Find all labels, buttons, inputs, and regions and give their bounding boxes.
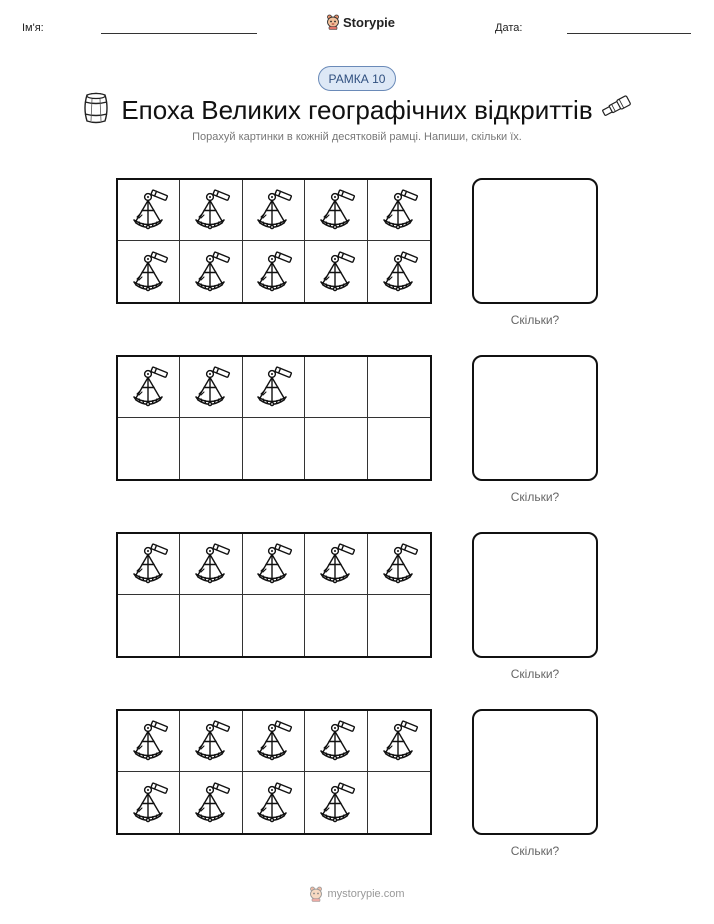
- brand-name: Storypie: [343, 14, 396, 30]
- ten-frame-cell-filled: [180, 241, 242, 302]
- ten-frame-cell-filled: [118, 534, 180, 595]
- sextant-icon: [251, 719, 295, 763]
- sextant-icon: [127, 719, 171, 763]
- sextant-icon: [127, 250, 171, 294]
- sextant-icon: [377, 542, 421, 586]
- ten-frame-cell-filled: [118, 241, 180, 302]
- ten-frame-cell-empty: [180, 595, 242, 656]
- sextant-icon: [189, 781, 233, 825]
- storypie-mascot-icon: [309, 886, 323, 902]
- sextant-icon: [127, 365, 171, 409]
- ten-frame-cell-empty: [305, 595, 367, 656]
- sextant-icon: [127, 188, 171, 232]
- ten-frame-cell-filled: [118, 180, 180, 241]
- ten-frame-cell-empty: [368, 772, 430, 833]
- ten-frame-cell-empty: [118, 595, 180, 656]
- ten-frame-cell-filled: [368, 241, 430, 302]
- sextant-icon: [314, 542, 358, 586]
- ten-frame-cell-filled: [305, 711, 367, 772]
- ten-frame: [116, 178, 432, 304]
- how-many-label: Скільки?: [510, 667, 560, 681]
- sextant-icon: [377, 719, 421, 763]
- footer: [0, 886, 714, 902]
- ten-frame-cell-filled: [368, 180, 430, 241]
- ten-frame-cell-empty: [243, 418, 305, 479]
- ten-frame-cell-filled: [118, 711, 180, 772]
- answer-box[interactable]: [472, 532, 598, 658]
- ten-frame-cell-filled: [305, 180, 367, 241]
- ten-frame-cell-filled: [243, 180, 305, 241]
- how-many-label: Скільки?: [510, 490, 560, 504]
- ten-frame-cell-filled: [118, 357, 180, 418]
- sextant-icon: [127, 542, 171, 586]
- how-many-label: Скільки?: [510, 844, 560, 858]
- ten-frame-cell-empty: [368, 418, 430, 479]
- spyglass-icon: [600, 93, 634, 119]
- ten-frame-cell-filled: [243, 534, 305, 595]
- ten-frame-cell-filled: [305, 772, 367, 833]
- ten-frame-cell-filled: [243, 357, 305, 418]
- sextant-icon: [314, 250, 358, 294]
- name-label: Ім'я:: [22, 22, 44, 34]
- ten-frame-cell-filled: [368, 711, 430, 772]
- ten-frame-cell-filled: [305, 241, 367, 302]
- sextant-icon: [377, 188, 421, 232]
- ten-frame-cell-filled: [368, 534, 430, 595]
- name-line[interactable]: [101, 33, 257, 34]
- storypie-mascot-icon: [326, 14, 340, 30]
- date-line[interactable]: [567, 33, 691, 34]
- ten-frame-cell-filled: [305, 534, 367, 595]
- ten-frame-cell-filled: [180, 534, 242, 595]
- frame-type-badge: РАМКА 10: [318, 66, 396, 91]
- how-many-label: Скільки?: [510, 313, 560, 327]
- ten-frame-cell-filled: [180, 357, 242, 418]
- ten-frame-cell-filled: [243, 772, 305, 833]
- ten-frame-cell-filled: [180, 772, 242, 833]
- sextant-icon: [251, 188, 295, 232]
- ten-frame-cell-filled: [118, 772, 180, 833]
- sextant-icon: [377, 250, 421, 294]
- ten-frame-cell-empty: [368, 595, 430, 656]
- sextant-icon: [251, 781, 295, 825]
- sextant-icon: [189, 542, 233, 586]
- ten-frame: [116, 709, 432, 835]
- ten-frame-cell-filled: [180, 180, 242, 241]
- sextant-icon: [314, 781, 358, 825]
- sextant-icon: [251, 365, 295, 409]
- ten-frame-cell-empty: [305, 357, 367, 418]
- sextant-icon: [314, 719, 358, 763]
- ten-frame-cell-empty: [118, 418, 180, 479]
- footer-url: mystorypie.com: [327, 888, 405, 900]
- ten-frame: [116, 355, 432, 481]
- ten-frame-cell-empty: [243, 595, 305, 656]
- date-label: Дата:: [495, 22, 523, 34]
- sextant-icon: [251, 542, 295, 586]
- ten-frame: [116, 532, 432, 658]
- brand-logo: [326, 14, 395, 30]
- sextant-icon: [251, 250, 295, 294]
- ten-frame-cell-filled: [180, 711, 242, 772]
- ten-frame-cell-empty: [180, 418, 242, 479]
- answer-box[interactable]: [472, 709, 598, 835]
- ten-frame-cell-empty: [305, 418, 367, 479]
- sextant-icon: [189, 365, 233, 409]
- sextant-icon: [127, 781, 171, 825]
- page-title: Епоха Великих географічних відкриттів: [121, 95, 593, 125]
- ten-frame-cell-filled: [243, 241, 305, 302]
- answer-box[interactable]: [472, 355, 598, 481]
- sextant-icon: [314, 188, 358, 232]
- sextant-icon: [189, 250, 233, 294]
- sextant-icon: [189, 188, 233, 232]
- sextant-icon: [189, 719, 233, 763]
- ten-frame-cell-empty: [368, 357, 430, 418]
- instructions: Порахуй картинки в кожній десятковій рамці. Напиши, скільки їх.: [192, 131, 522, 143]
- ten-frame-cell-filled: [243, 711, 305, 772]
- answer-box[interactable]: [472, 178, 598, 304]
